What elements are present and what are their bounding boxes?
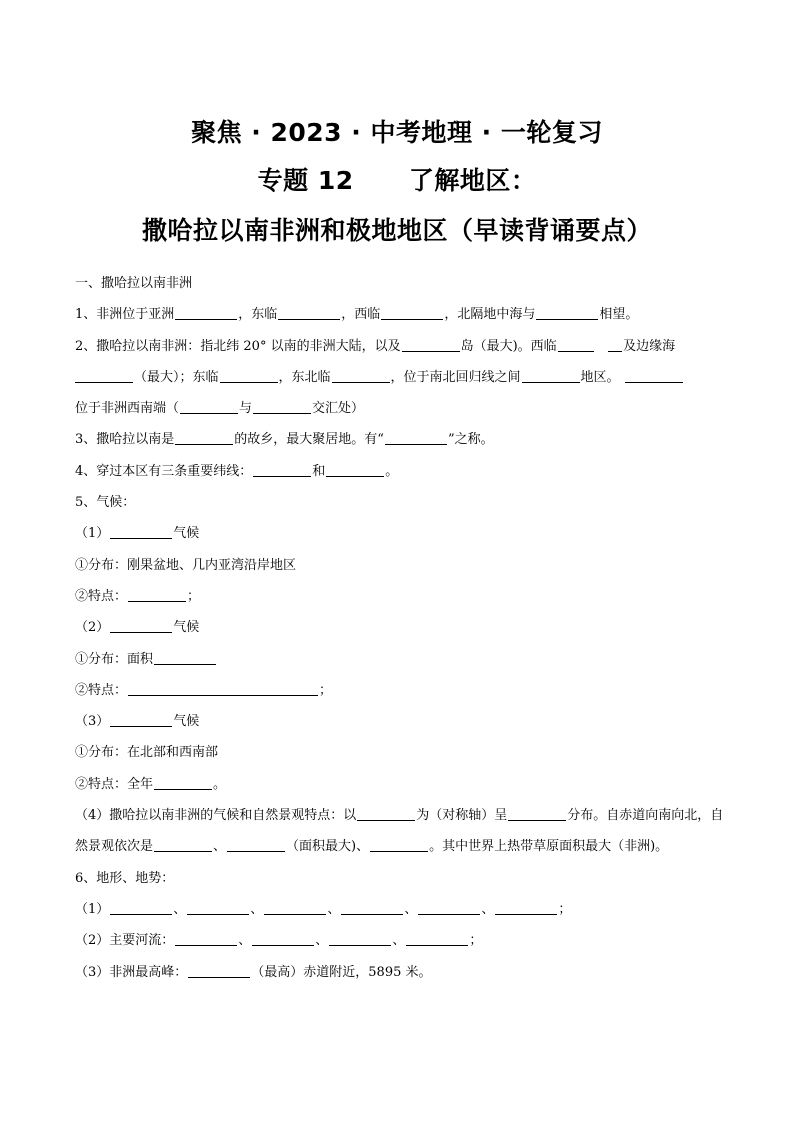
question-text: ②特点： <box>75 682 128 698</box>
item-label: （1） <box>75 901 110 917</box>
question-text: 为（对称轴）呈 <box>416 808 508 824</box>
answer-blank[interactable] <box>128 680 318 696</box>
answer-blank[interactable] <box>154 649 216 665</box>
question-text: ①分布：面积 <box>75 651 154 667</box>
answer-blank[interactable] <box>625 367 683 383</box>
answer-blank[interactable] <box>357 805 415 821</box>
answer-blank[interactable] <box>252 930 314 946</box>
question-6-heading: 6、地形、地势： <box>75 870 175 886</box>
answer-blank[interactable] <box>110 617 172 633</box>
answer-blank[interactable] <box>110 523 172 539</box>
question-text: （3）非洲最高峰： <box>75 964 188 980</box>
item-label: （3） <box>75 714 110 730</box>
question-text: 位于非洲西南端（ <box>75 401 180 417</box>
question-text: ”之称。 <box>447 432 494 448</box>
answer-blank[interactable] <box>522 367 580 383</box>
question-text: ； <box>469 933 483 949</box>
separator: 、 <box>238 933 252 949</box>
question-text: ，东北临 <box>278 369 331 385</box>
worksheet-body <box>75 268 725 988</box>
answer-blank[interactable] <box>154 774 212 790</box>
series-title: 聚焦 · 2023 · 中考地理 · 一轮复习 <box>191 118 603 147</box>
answer-blank[interactable] <box>253 398 311 414</box>
question-text: （最大）；东临 <box>134 369 219 385</box>
answer-blank[interactable] <box>227 836 285 852</box>
answer-blank[interactable] <box>154 836 212 852</box>
terrain-line-3 <box>75 957 725 988</box>
separator: 、 <box>392 933 406 949</box>
question-text: 相望。 <box>599 307 639 323</box>
question-text: （最高）赤道附近，5895 米。 <box>251 964 432 980</box>
answer-blank[interactable] <box>264 899 326 915</box>
question-text: 3、撒哈拉以南是 <box>75 432 175 448</box>
answer-blank[interactable] <box>180 398 238 414</box>
question-text: ； <box>319 682 333 698</box>
climate-2 <box>75 612 725 643</box>
answer-blank[interactable] <box>175 304 237 320</box>
question-text: （4）撒哈拉以南非洲的气候和自然景观特点：以 <box>75 808 357 824</box>
answer-blank[interactable] <box>188 962 250 978</box>
answer-blank[interactable] <box>110 711 172 727</box>
question-text: 、 <box>213 839 227 855</box>
question-text: 。 <box>213 776 227 792</box>
climate-1-feature <box>75 581 725 612</box>
answer-blank[interactable] <box>326 461 384 477</box>
answer-blank[interactable] <box>385 429 447 445</box>
separator: 、 <box>173 901 187 917</box>
climate-3-feature <box>75 769 725 800</box>
question-1 <box>75 299 725 330</box>
answer-blank[interactable] <box>558 336 594 352</box>
answer-blank[interactable] <box>381 304 443 320</box>
separator: 、 <box>481 901 495 917</box>
answer-blank[interactable] <box>406 930 468 946</box>
answer-blank[interactable] <box>495 899 557 915</box>
question-text: 。其中世界上热带草原面积最大（非洲)。 <box>429 839 669 855</box>
page-title: 撒哈拉以南非洲和极地地区（早读背诵要点） <box>141 216 652 245</box>
answer-blank[interactable] <box>278 304 340 320</box>
item-label: （2） <box>75 620 110 636</box>
question-text: ②特点：全年 <box>75 776 154 792</box>
climate-2-feature <box>75 675 725 706</box>
question-text: 岛（最大)。西临 <box>460 338 557 354</box>
question-text: ，位于南北回归线之间 <box>390 369 521 385</box>
topic-title: 专题 12 了解地区： <box>257 166 537 195</box>
question-text: 分布。自赤道向南向北，自然景观依次是 <box>75 808 724 855</box>
answer-blank[interactable] <box>187 899 249 915</box>
answer-blank[interactable] <box>329 930 391 946</box>
item-label: （2）主要河流： <box>75 933 175 949</box>
answer-blank[interactable] <box>75 367 133 383</box>
terrain-line-1 <box>75 894 725 925</box>
question-text: 和 <box>312 463 326 479</box>
question-text: 气候 <box>173 620 200 636</box>
question-text: 的故乡，最大聚居地。有“ <box>234 432 384 448</box>
question-2-line-1 <box>75 331 725 362</box>
question-text: 。 <box>385 463 399 479</box>
question-text: （面积最大)、 <box>286 839 370 855</box>
question-text: 4、穿过本区有三条重要纬线： <box>75 463 253 479</box>
question-text: ； <box>187 588 201 604</box>
question-2-line-3 <box>75 393 725 424</box>
climate-1 <box>75 518 725 549</box>
question-text: ②特点： <box>75 588 128 604</box>
question-3 <box>75 424 725 455</box>
answer-blank[interactable] <box>220 367 278 383</box>
question-text: ； <box>558 901 572 917</box>
answer-blank[interactable] <box>536 304 598 320</box>
answer-blank[interactable] <box>332 367 390 383</box>
separator: 、 <box>404 901 418 917</box>
answer-blank[interactable] <box>110 899 172 915</box>
separator: 、 <box>250 901 264 917</box>
item-label: （1） <box>75 526 110 542</box>
question-text: 气候 <box>173 526 200 542</box>
answer-blank[interactable] <box>370 836 428 852</box>
climate-1-distribution: ①分布：刚果盆地、几内亚湾沿岸地区 <box>75 557 297 573</box>
question-5-heading: 5、气候： <box>75 495 136 511</box>
answer-blank[interactable] <box>418 899 480 915</box>
answer-blank[interactable] <box>508 805 566 821</box>
question-text: ，北隔地中海与 <box>444 307 536 323</box>
climate-3 <box>75 706 725 737</box>
question-text: ，西临 <box>341 307 381 323</box>
question-2-line-2 <box>75 362 725 393</box>
climate-4-paragraph <box>75 800 725 863</box>
separator: 、 <box>327 901 341 917</box>
section-heading: 一、撒哈拉以南非洲 <box>75 276 193 291</box>
answer-blank[interactable] <box>608 336 622 352</box>
climate-3-distribution: ①分布：在北部和西南部 <box>75 745 219 761</box>
climate-2-distribution <box>75 644 725 675</box>
question-text: 气候 <box>173 714 200 730</box>
question-text: 及边缘海 <box>623 338 676 354</box>
question-text: ，东临 <box>238 307 278 323</box>
question-text: 与 <box>239 401 253 417</box>
question-4 <box>75 456 725 487</box>
answer-blank[interactable] <box>253 461 311 477</box>
answer-blank[interactable] <box>175 429 233 445</box>
separator: 、 <box>315 933 329 949</box>
answer-blank[interactable] <box>128 586 186 602</box>
answer-blank[interactable] <box>175 930 237 946</box>
question-text: 1、非洲位于亚洲 <box>75 307 175 323</box>
question-text: 交汇处） <box>312 401 365 417</box>
question-text: 2、撒哈拉以南非洲：指北纬 20° 以南的非洲大陆，以及 <box>75 338 401 354</box>
answer-blank[interactable] <box>402 336 460 352</box>
answer-blank[interactable] <box>341 899 403 915</box>
question-text: 地区。 <box>580 369 620 385</box>
terrain-line-2 <box>75 925 725 956</box>
